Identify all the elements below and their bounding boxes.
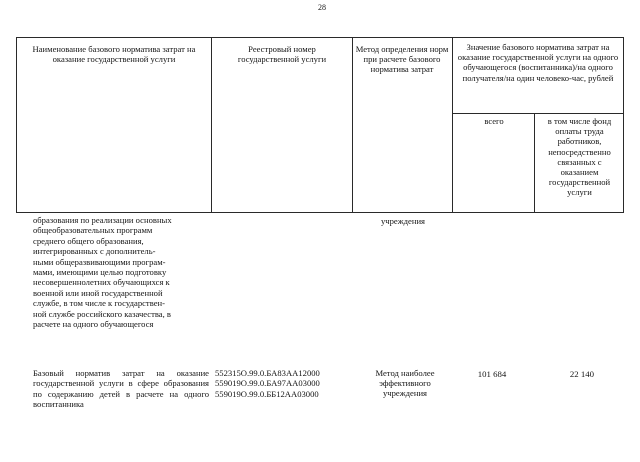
column-divider-1 (211, 37, 212, 213)
header-registry-number-column: Реестровый номер государственной услуги (237, 44, 327, 65)
header-total-subcolumn: всего (484, 116, 504, 126)
header-wage-fund-subcolumn: в том числе фонд оплаты труда работников, непосредственно связанных с оказанием государственной услуги (547, 116, 612, 198)
row1-method: учреждения (380, 216, 425, 226)
row1-service-name: образования по реализации основных общеобразовательных программ среднего общего образования, интегрированных с дополнитель- ными общеразвивающими програм- мами, имеющими целью подготовку несовершеннолетних обучающихся к военной или иной государственной службе, в том числе к государствен- ной службе российского казачества, в расчете на одного обучающегося (33, 215, 172, 330)
column-divider-3 (452, 37, 453, 213)
table-top-border (16, 37, 624, 38)
header-value-column: Значение базового норматива затрат на оказание государственной услуги на одного обучающегося (воспитанника)/на одного получателя/на один человеко-час, рублей (457, 42, 619, 83)
row2-service-name: Базовый норматив затрат на оказание государственной услуги в сфере образования по содержанию детей в расчете на одного воспитанника (33, 368, 209, 410)
row2-registry-numbers: 552315О.99.0.БА83АА12000 559019О.99.0.БА97АА03000 559019О.99.0.ББ12АА03000 (215, 368, 320, 399)
table-header-bottom-border (16, 212, 624, 213)
row2-total-value: 101 684 (477, 369, 507, 379)
subheader-divider (534, 113, 535, 213)
table-right-border (623, 37, 624, 213)
header-method-column: Метод определения норм при расчете базового норматива затрат (355, 44, 449, 75)
subheader-top-border (452, 113, 624, 114)
header-name-column: Наименование базового норматива затрат на оказание государственной услуги (32, 44, 196, 65)
page-number: 28 (318, 3, 326, 12)
row2-wage-fund-value: 22 140 (569, 369, 595, 379)
column-divider-2 (352, 37, 353, 213)
row2-method: Метод наиболее эффективного учреждения (375, 368, 435, 399)
table-left-border (16, 37, 17, 213)
